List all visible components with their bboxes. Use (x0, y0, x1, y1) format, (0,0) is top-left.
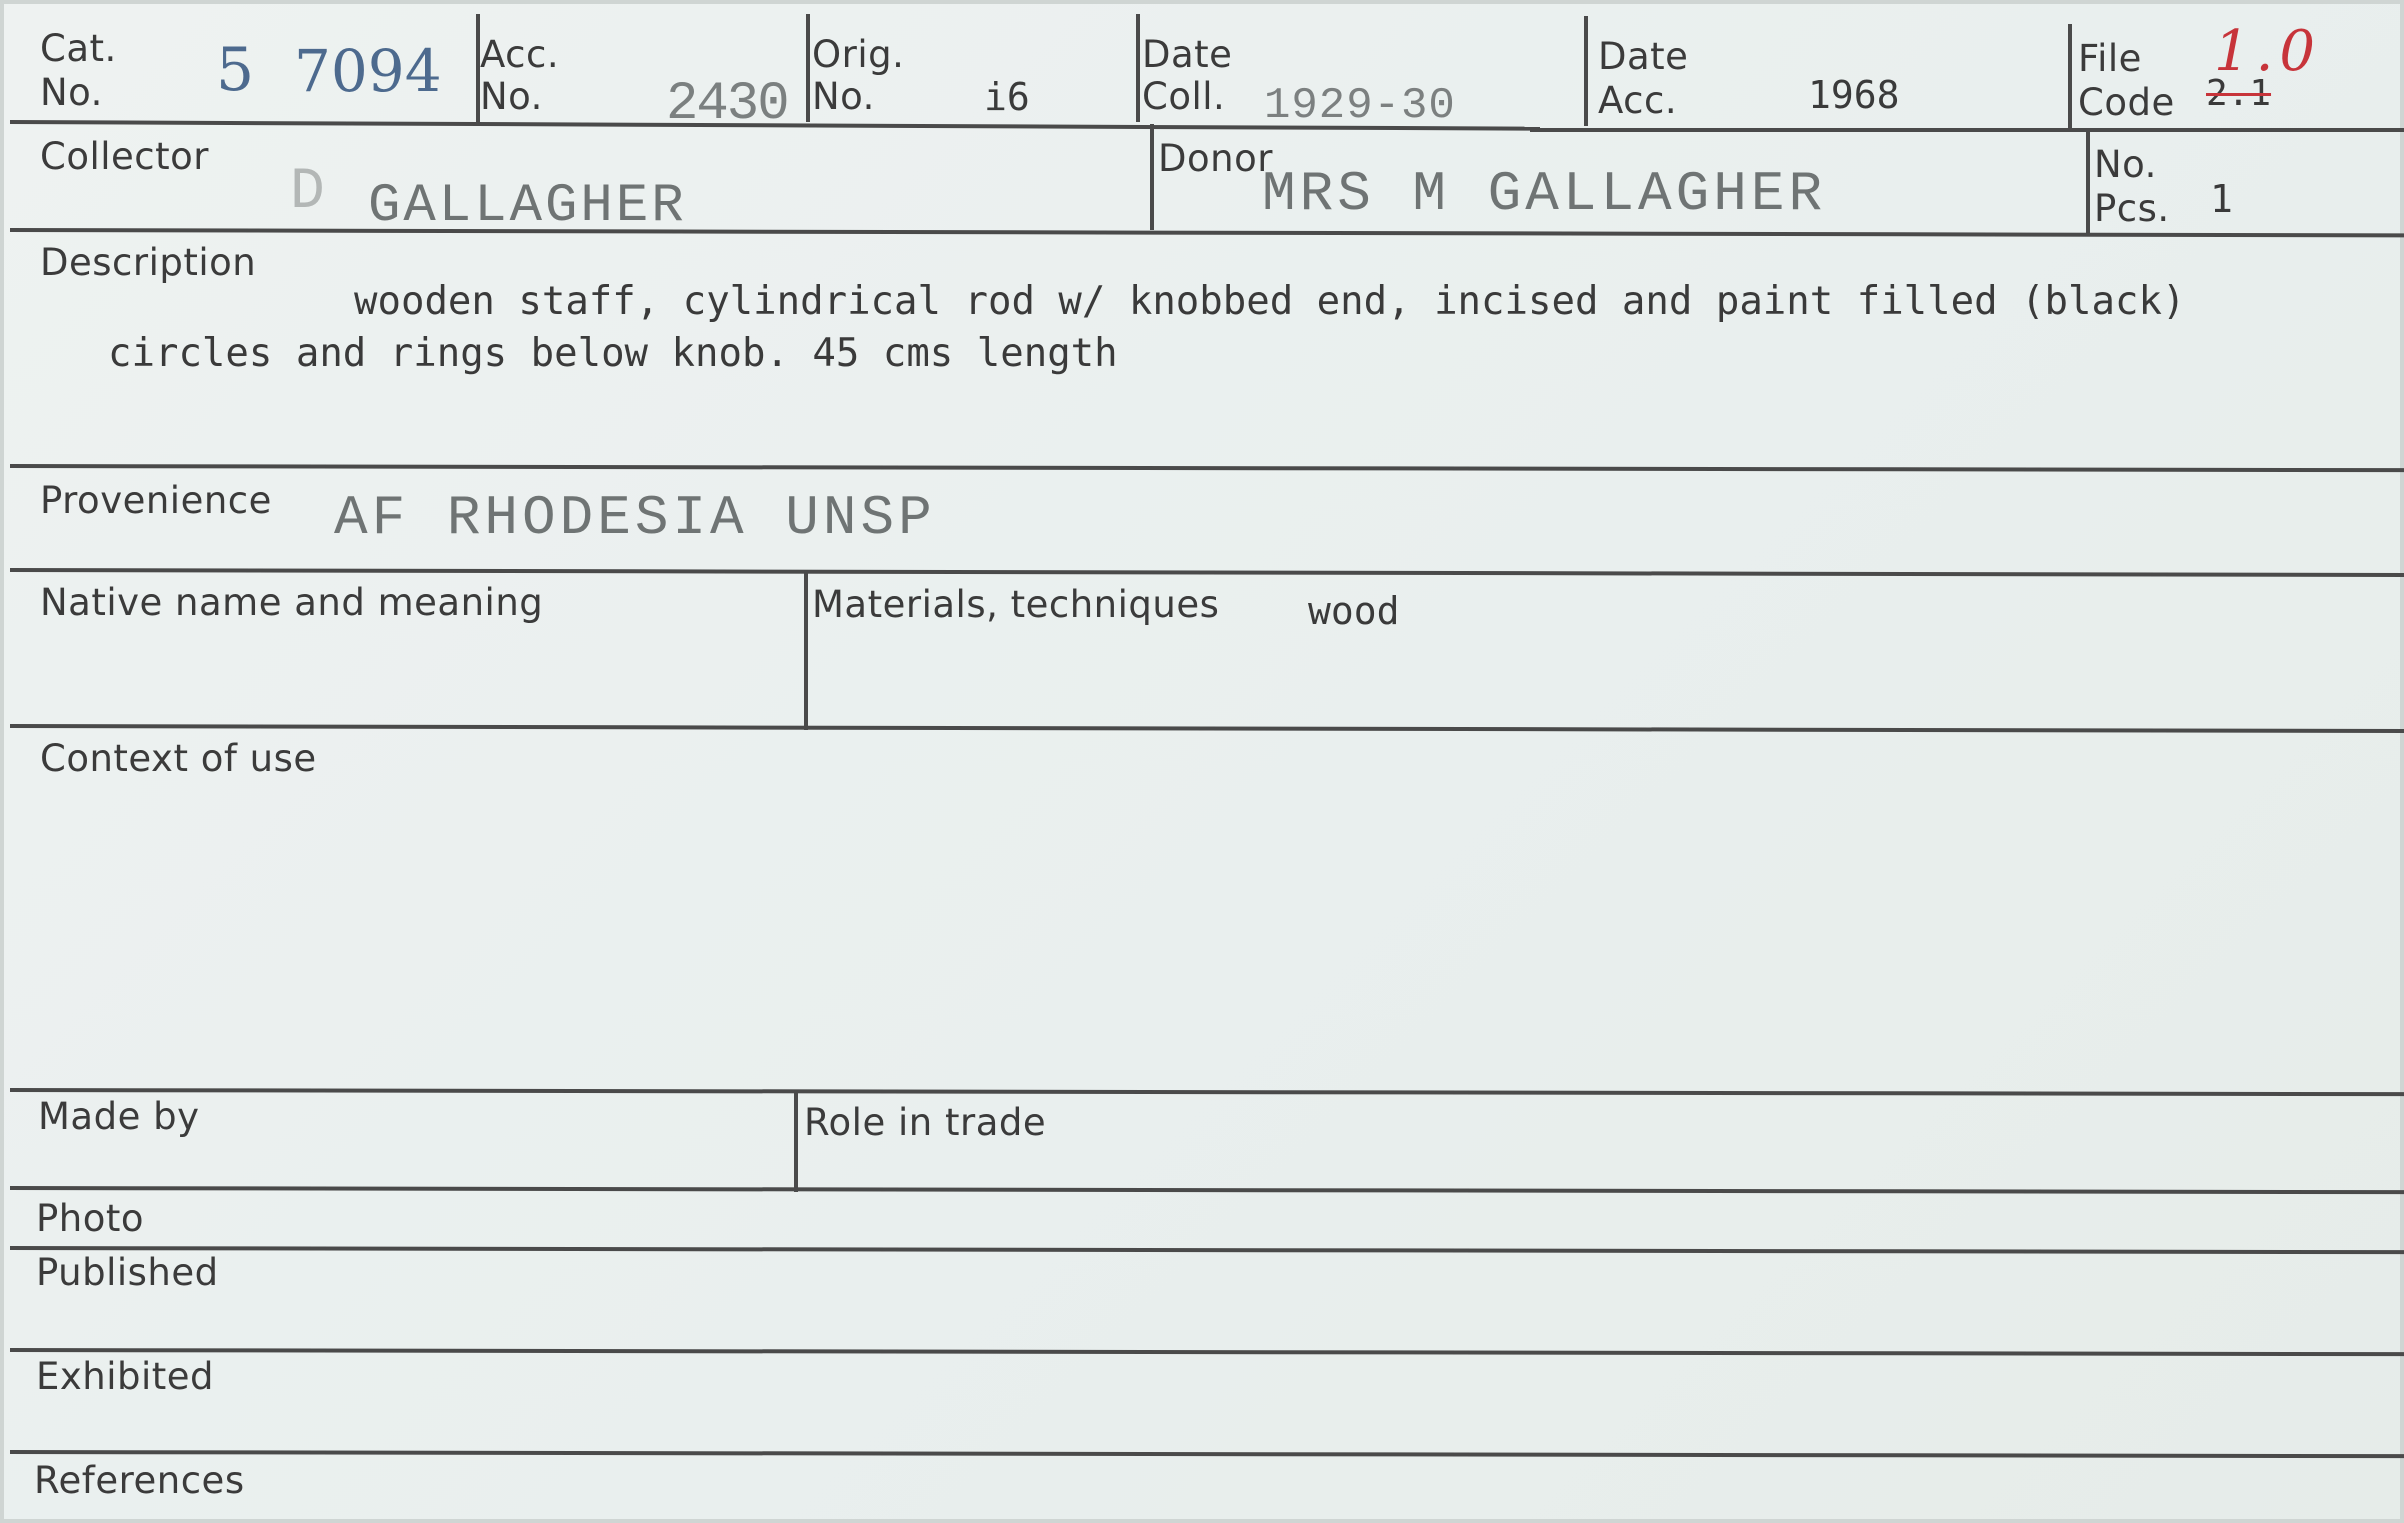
file-code-old-value: 2.1 (2206, 73, 2272, 114)
divider-native-materials (804, 570, 808, 730)
references-label: References (34, 1459, 245, 1502)
date-coll-label-1: Date (1142, 33, 1233, 76)
date-coll-label-2: Coll. (1142, 75, 1226, 118)
file-code-label-2: Code (2078, 81, 2175, 124)
materials-value: wood (1308, 589, 1400, 633)
rule-context-bottom (10, 1088, 2404, 1096)
cat-no-prefix: 5 (216, 35, 255, 105)
file-code-label-1: File (2078, 37, 2142, 80)
collector-name: GALLAGHER (368, 176, 687, 237)
rule-published-bottom (10, 1348, 2404, 1356)
divider-orig-datecoll (1136, 14, 1140, 122)
cat-no-value: 7094 (294, 37, 442, 105)
divider-collector-donor (1150, 124, 1154, 230)
orig-no-label-2: No. (812, 75, 875, 118)
no-pcs-value: 1 (2210, 177, 2233, 221)
cat-no-label-2: No. (40, 71, 103, 114)
acc-no-label-1: Acc. (480, 33, 560, 76)
collector-initial: D (290, 160, 328, 225)
divider-datecoll-dateacc (1584, 16, 1588, 126)
published-label: Published (36, 1251, 219, 1294)
rule-provenience-bottom (10, 568, 2404, 577)
rule-header-bottom-right (1530, 128, 2404, 132)
materials-label: Materials, techniques (812, 583, 1220, 626)
donor-value: MRS M GALLAGHER (1262, 162, 1827, 226)
acc-no-value: 2430 (666, 74, 788, 135)
rule-exhibited-bottom (10, 1450, 2404, 1458)
photo-label: Photo (36, 1197, 145, 1240)
no-pcs-label-1: No. (2094, 143, 2157, 186)
divider-dateacc-file (2068, 24, 2072, 128)
rule-native-bottom (10, 724, 2404, 733)
role-in-trade-label: Role in trade (804, 1101, 1047, 1144)
rule-photo-bottom (10, 1246, 2404, 1254)
cat-no-label-1: Cat. (40, 27, 117, 70)
provenience-label: Provenience (40, 479, 272, 522)
native-name-label: Native name and meaning (40, 581, 544, 624)
collector-label: Collector (40, 135, 209, 178)
divider-donor-pcs (2086, 130, 2090, 234)
acc-no-label-2: No. (480, 75, 543, 118)
exhibited-label: Exhibited (36, 1355, 215, 1398)
made-by-label: Made by (38, 1095, 200, 1138)
description-line-2: circles and rings below knob. 45 cms length (108, 331, 1118, 376)
description-line-1: wooden staff, cylindrical rod w/ knobbed end, incised and paint filled (black) (354, 279, 2186, 324)
orig-no-label-1: Orig. (812, 33, 905, 76)
date-coll-value: 1929-30 (1264, 81, 1456, 131)
date-acc-label-2: Acc. (1598, 79, 1678, 122)
context-of-use-label: Context of use (40, 737, 317, 780)
description-label: Description (40, 241, 257, 284)
date-acc-label-1: Date (1598, 35, 1689, 78)
rule-description-bottom (10, 464, 2404, 472)
orig-no-value: i6 (984, 75, 1030, 119)
no-pcs-label-2: Pcs. (2094, 187, 2170, 230)
donor-label: Donor (1158, 137, 1273, 180)
provenience-value: AF RHODESIA UNSP (334, 486, 936, 550)
divider-madeby-role (794, 1092, 798, 1192)
file-code-new-value: 1.0 (2214, 19, 2322, 84)
rule-madeby-bottom (10, 1186, 2404, 1194)
date-acc-value: 1968 (1808, 73, 1900, 117)
divider-acc-orig (806, 14, 810, 122)
